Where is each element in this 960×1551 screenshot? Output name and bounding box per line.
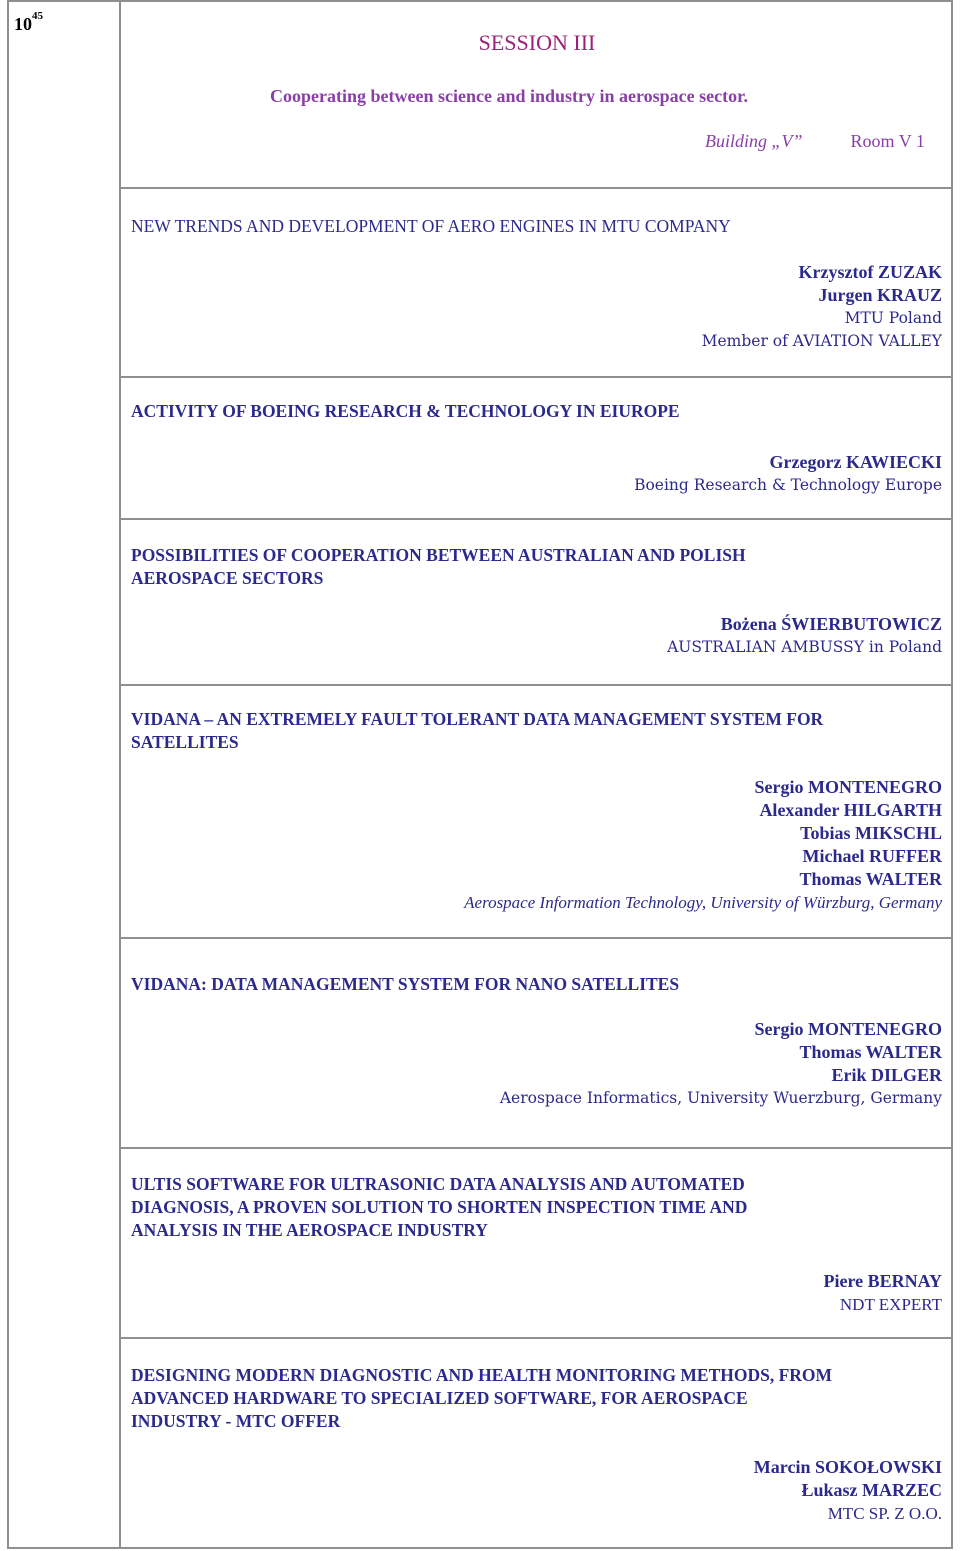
author-affiliation: Member of AVIATION VALLEY bbox=[701, 332, 942, 350]
author-name: Thomas WALTER bbox=[799, 1042, 942, 1062]
talk-title-line: ADVANCED HARDWARE TO SPECIALIZED SOFTWARE, FOR AEROSPACE bbox=[131, 1388, 748, 1408]
building-label: Building „V” bbox=[705, 131, 803, 151]
talk-title-line: AEROSPACE SECTORS bbox=[131, 568, 324, 588]
session-subtitle: Cooperating between science and industry in aerospace sector. bbox=[270, 86, 748, 106]
talk-title-line: ULTIS SOFTWARE FOR ULTRASONIC DATA ANALYSIS AND AUTOMATED bbox=[131, 1174, 745, 1194]
row-divider bbox=[119, 1337, 953, 1339]
author-affiliation: NDT EXPERT bbox=[839, 1295, 942, 1314]
author-affiliation: Boeing Research & Technology Europe bbox=[634, 476, 942, 494]
row-divider bbox=[119, 937, 953, 939]
talk-title bbox=[131, 400, 941, 423]
author-name: Alexander HILGARTH bbox=[759, 800, 942, 820]
talk-title-line: DESIGNING MODERN DIAGNOSTIC AND HEALTH MONITORING METHODS, FROM bbox=[131, 1365, 833, 1385]
talk-title-line: NEW TRENDS AND DEVELOPMENT OF AERO ENGINES IN MTU COMPANY bbox=[131, 216, 731, 236]
talk-title bbox=[131, 215, 941, 238]
row-divider bbox=[119, 187, 953, 189]
talk-authors bbox=[634, 451, 942, 497]
row-divider bbox=[119, 1147, 953, 1149]
talk-title-line: SATELLITES bbox=[131, 732, 239, 752]
author-affiliation: MTU Poland bbox=[844, 309, 942, 327]
column-divider bbox=[119, 0, 121, 1549]
author-name: Łukasz MARZEC bbox=[801, 1480, 942, 1500]
author-name: Marcin SOKOŁOWSKI bbox=[753, 1457, 942, 1477]
author-name: Grzegorz KAWIECKI bbox=[769, 452, 942, 472]
talk-title bbox=[131, 1173, 941, 1242]
talk-title-line: POSSIBILITIES OF COOPERATION BETWEEN AUSTRALIAN AND POLISH bbox=[131, 545, 746, 565]
author-affiliation: AUSTRALIAN AMBUSSY in Poland bbox=[667, 638, 942, 656]
author-name: Thomas WALTER bbox=[799, 869, 942, 889]
talk-title-line: INDUSTRY - MTC OFFER bbox=[131, 1411, 341, 1431]
session-time: $10^{45}$ bbox=[14, 10, 43, 34]
author-name: Tobias MIKSCHL bbox=[800, 823, 942, 843]
row-divider bbox=[119, 376, 953, 378]
author-name: Piere BERNAY bbox=[823, 1271, 942, 1291]
talk-title-line: VIDANA: DATA MANAGEMENT SYSTEM FOR NANO SATELLITES bbox=[131, 974, 680, 994]
talk-title bbox=[131, 544, 941, 590]
room-label: Room V 1 bbox=[850, 131, 925, 151]
author-name: Erik DILGER bbox=[831, 1065, 942, 1085]
talk-title-line: VIDANA – AN EXTREMELY FAULT TOLERANT DATA MANAGEMENT SYSTEM FOR bbox=[131, 709, 824, 729]
talk-authors bbox=[702, 261, 942, 353]
talk-authors bbox=[464, 776, 942, 914]
author-name: Sergio MONTENEGRO bbox=[754, 1019, 942, 1039]
talk-authors bbox=[500, 1018, 942, 1110]
talk-authors bbox=[754, 1456, 942, 1525]
author-name: Krzysztof ZUZAK bbox=[798, 262, 942, 282]
talk-title bbox=[131, 1364, 941, 1433]
talk-title bbox=[131, 708, 941, 754]
author-name: Michael RUFFER bbox=[802, 846, 942, 866]
talk-title bbox=[131, 973, 941, 996]
talk-authors bbox=[824, 1270, 943, 1316]
author-name: Jurgen KRAUZ bbox=[818, 285, 942, 305]
talk-title-line: DIAGNOSIS, A PROVEN SOLUTION TO SHORTEN INSPECTION TIME AND bbox=[131, 1197, 748, 1217]
talk-title-line: ACTIVITY OF BOEING RESEARCH & TECHNOLOGY IN EIUROPE bbox=[131, 401, 680, 421]
author-affiliation: Aerospace Informatics, University Wuerzburg, Germany bbox=[499, 1089, 942, 1107]
author-name: Bożena ŚWIERBUTOWICZ bbox=[720, 614, 942, 634]
talk-title-line: ANALYSIS IN THE AEROSPACE INDUSTRY bbox=[131, 1220, 488, 1240]
author-affiliation: MTC SP. Z O.O. bbox=[827, 1504, 942, 1523]
row-divider bbox=[119, 684, 953, 686]
author-name: Sergio MONTENEGRO bbox=[754, 777, 942, 797]
session-venue bbox=[705, 131, 925, 152]
author-affiliation: Aerospace Information Technology, University of Würzburg, Germany bbox=[464, 893, 942, 912]
session-title: SESSION III bbox=[478, 30, 596, 55]
talk-authors bbox=[667, 613, 942, 659]
row-divider bbox=[119, 518, 953, 520]
